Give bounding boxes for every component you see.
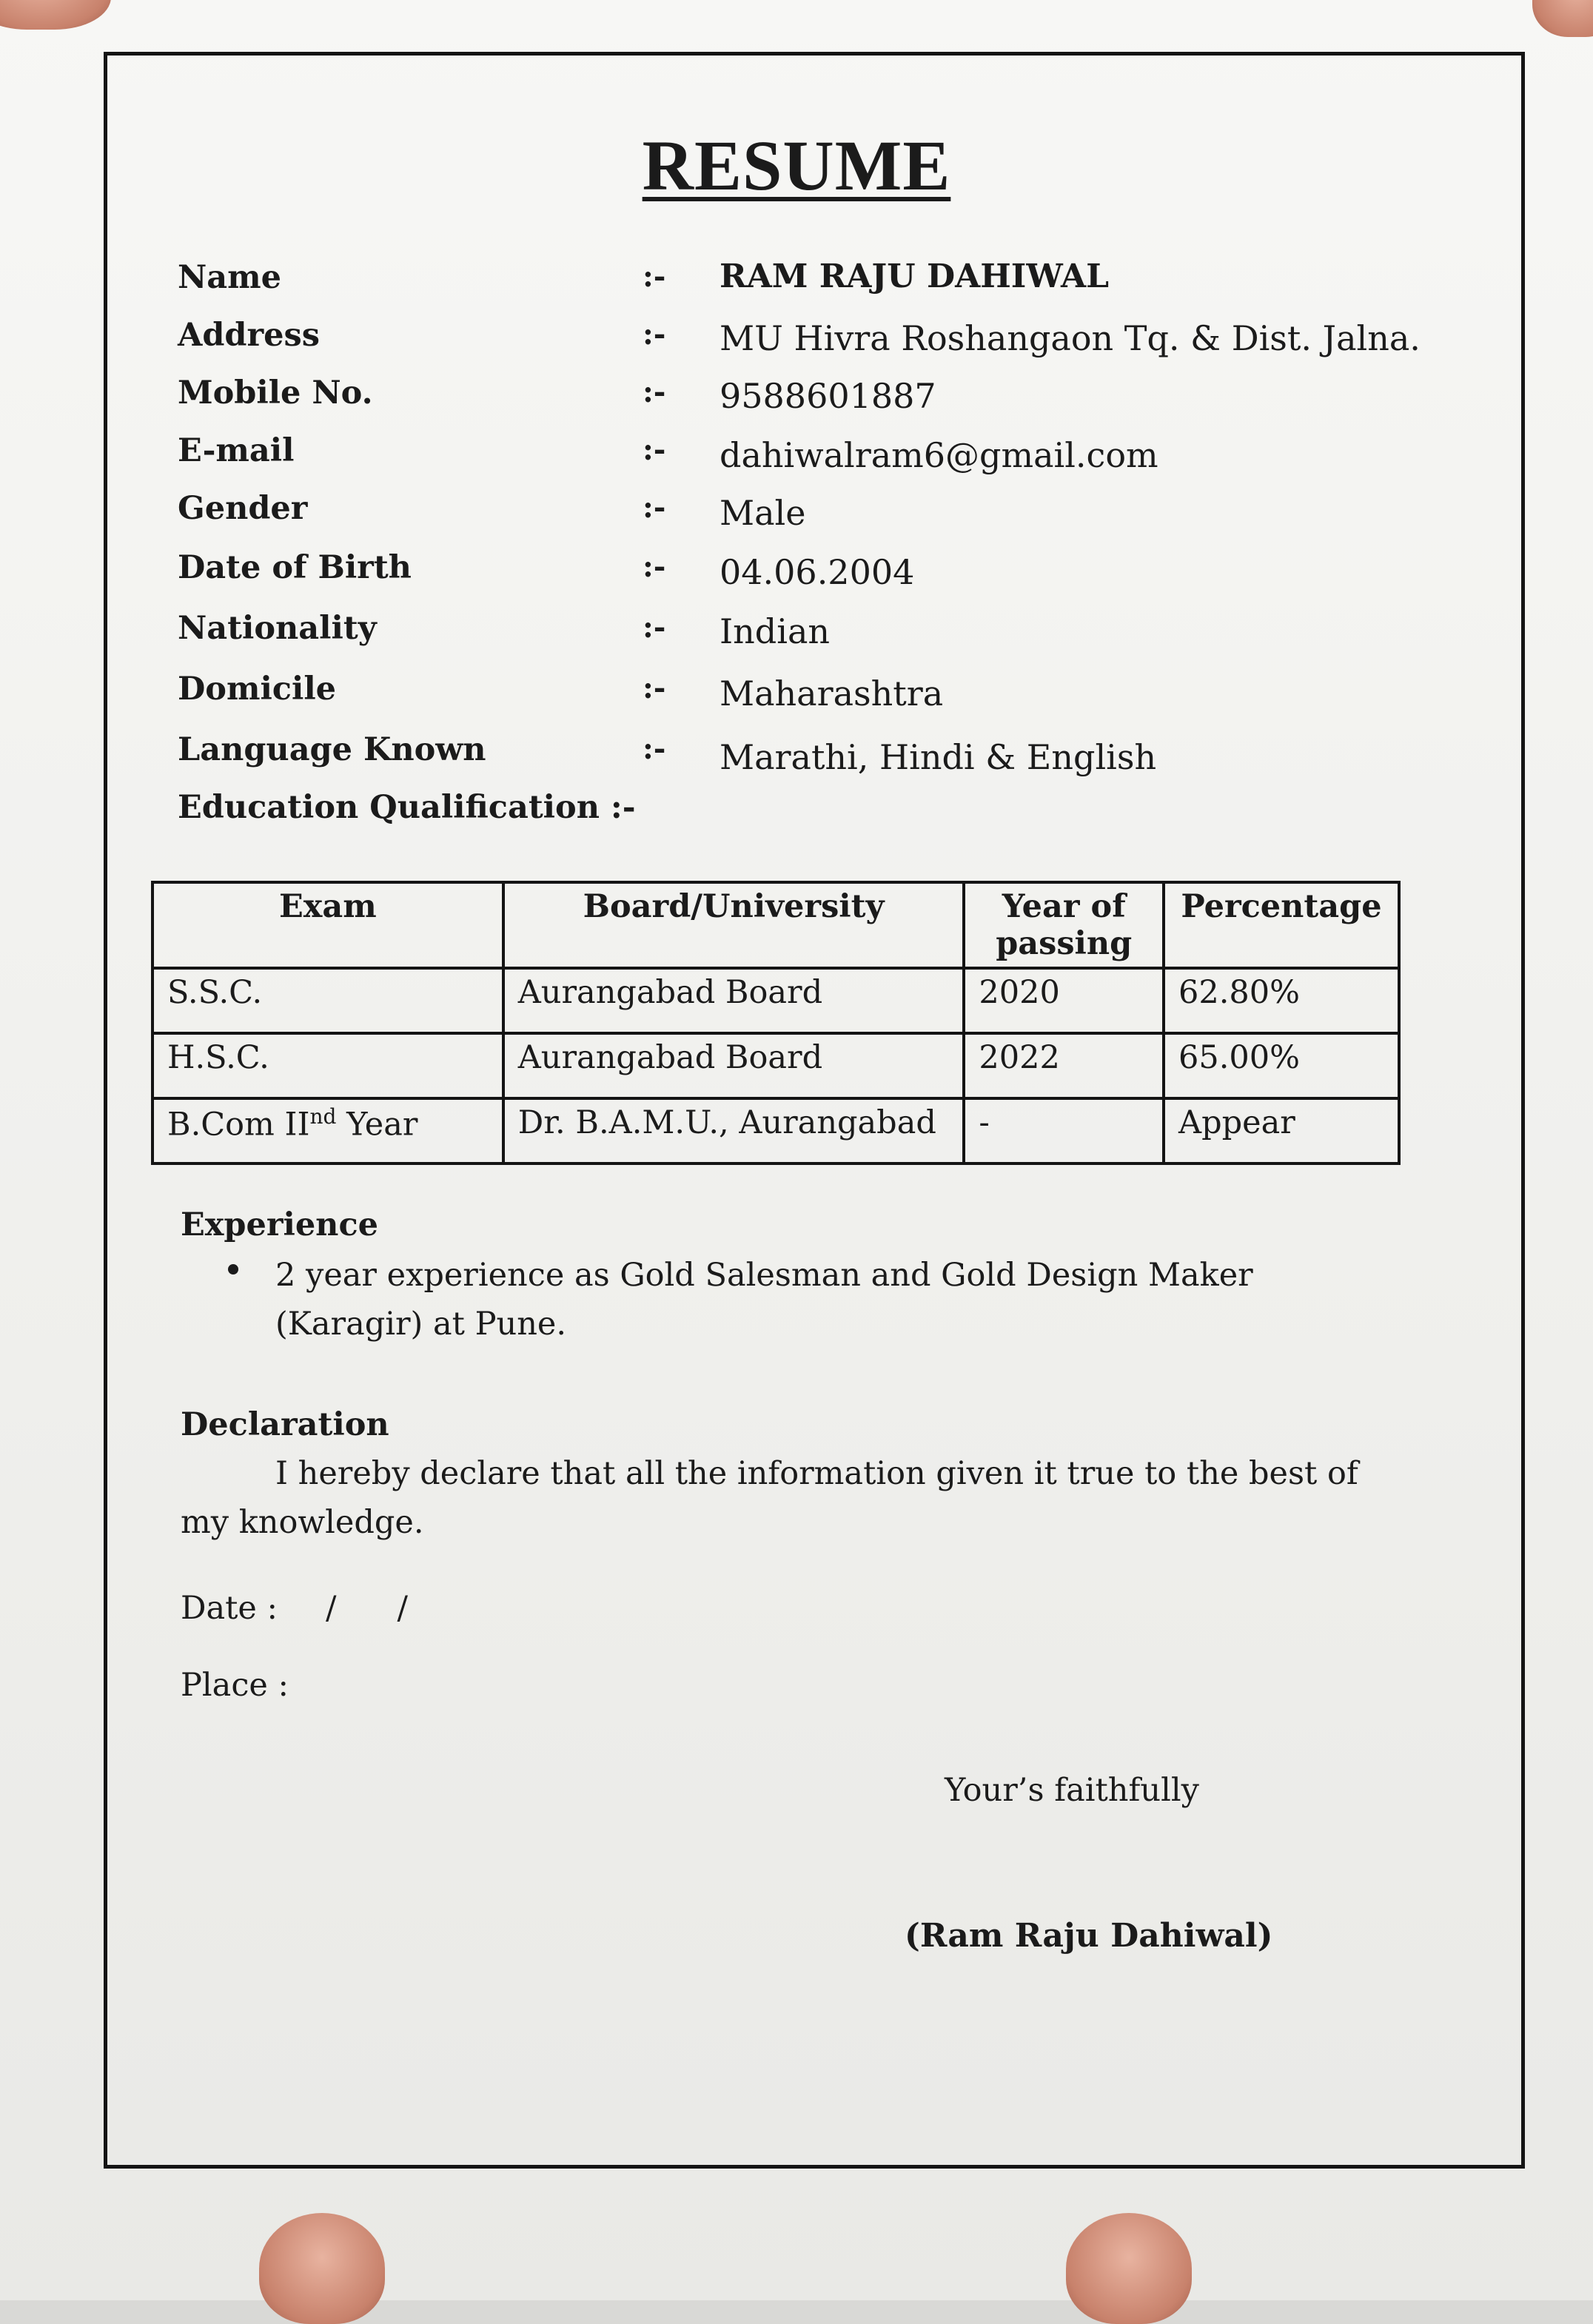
cell-board: Aurangabad Board <box>503 1033 965 1098</box>
header-exam: Exam <box>152 882 503 968</box>
field-name-value: RAM RAJU DAHIWAL <box>720 258 1110 295</box>
field-domicile-colon: :- <box>643 671 666 705</box>
field-email-colon: :- <box>643 432 666 467</box>
table-row <box>152 968 1399 1033</box>
field-gender-value: Male <box>720 493 806 533</box>
signature-name: (Ram Raju Dahiwal) <box>905 1917 1273 1955</box>
bullet-icon <box>228 1264 238 1274</box>
field-dob-value: 04.06.2004 <box>720 552 915 592</box>
field-gender-label: Gender <box>178 490 308 527</box>
field-domicile-label: Domicile <box>178 671 337 708</box>
cell-percentage: 62.80% <box>1164 968 1399 1033</box>
cell-board: Aurangabad Board <box>503 968 965 1033</box>
declaration-text: I hereby declare that all the information given it true to the best of my knowledge. <box>181 1455 1358 1541</box>
cell-percentage: 65.00% <box>1164 1033 1399 1098</box>
field-address-value: MU Hivra Roshangaon Tq. & Dist. Jalna. <box>720 318 1421 358</box>
cell-board: Dr. B.A.M.U., Aurangabad <box>503 1098 965 1163</box>
education-label: Education Qualification :- <box>178 789 636 826</box>
cell-exam <box>152 1098 503 1163</box>
declaration-heading: Declaration <box>181 1406 389 1443</box>
field-email-label: E-mail <box>178 432 295 469</box>
field-nationality-value: Indian <box>720 611 831 651</box>
experience-item: 2 year experience as Gold Salesman and Gold Design Maker (Karagir) at Pune. <box>275 1257 1253 1343</box>
field-language-label: Language Known <box>178 731 486 768</box>
cell-percentage: Appear <box>1164 1098 1399 1163</box>
field-mobile-value: 9588601887 <box>720 376 936 416</box>
field-address-colon: :- <box>643 317 666 352</box>
resume-title: RESUME <box>642 126 951 205</box>
field-dob-label: Date of Birth <box>178 549 412 586</box>
cell-exam: S.S.C. <box>152 968 503 1033</box>
field-mobile-colon: :- <box>643 375 666 409</box>
field-name-colon: :- <box>643 259 666 294</box>
closing-text: Your’s faithfully <box>945 1772 1199 1809</box>
cell-year: - <box>964 1098 1164 1163</box>
cell-exam: H.S.C. <box>152 1033 503 1098</box>
finger-bottom-right <box>1066 2213 1192 2324</box>
field-language-colon: :- <box>643 731 666 766</box>
field-mobile-label: Mobile No. <box>178 375 373 412</box>
place-label: Place : <box>181 1667 289 1704</box>
experience-heading: Experience <box>181 1206 378 1243</box>
date-slashes: / / <box>326 1590 408 1627</box>
table-row <box>152 1098 1399 1163</box>
date-label: Date : <box>181 1590 278 1627</box>
cell-exam-sup: nd <box>309 1104 337 1129</box>
table-header-row <box>152 882 1399 968</box>
field-language-value: Marathi, Hindi & English <box>720 737 1157 777</box>
header-percentage: Percentage <box>1164 882 1399 968</box>
cell-year: 2020 <box>964 968 1164 1033</box>
table-row <box>152 1033 1399 1098</box>
field-name-label: Name <box>178 259 282 296</box>
education-table <box>151 881 1401 1165</box>
field-address-label: Address <box>178 317 320 354</box>
finger-bottom-left <box>259 2213 385 2324</box>
field-gender-colon: :- <box>643 490 666 525</box>
cell-exam-prefix: B.Com II <box>167 1106 310 1143</box>
cell-year: 2022 <box>964 1033 1164 1098</box>
header-year: Year of passing <box>964 882 1164 968</box>
field-dob-colon: :- <box>643 549 666 584</box>
field-nationality-colon: :- <box>643 610 666 645</box>
field-domicile-value: Maharashtra <box>720 674 944 713</box>
field-email-value: dahiwalram6@gmail.com <box>720 435 1158 475</box>
cell-exam-suffix: Year <box>336 1106 418 1143</box>
header-board: Board/University <box>503 882 965 968</box>
field-nationality-label: Nationality <box>178 610 377 647</box>
